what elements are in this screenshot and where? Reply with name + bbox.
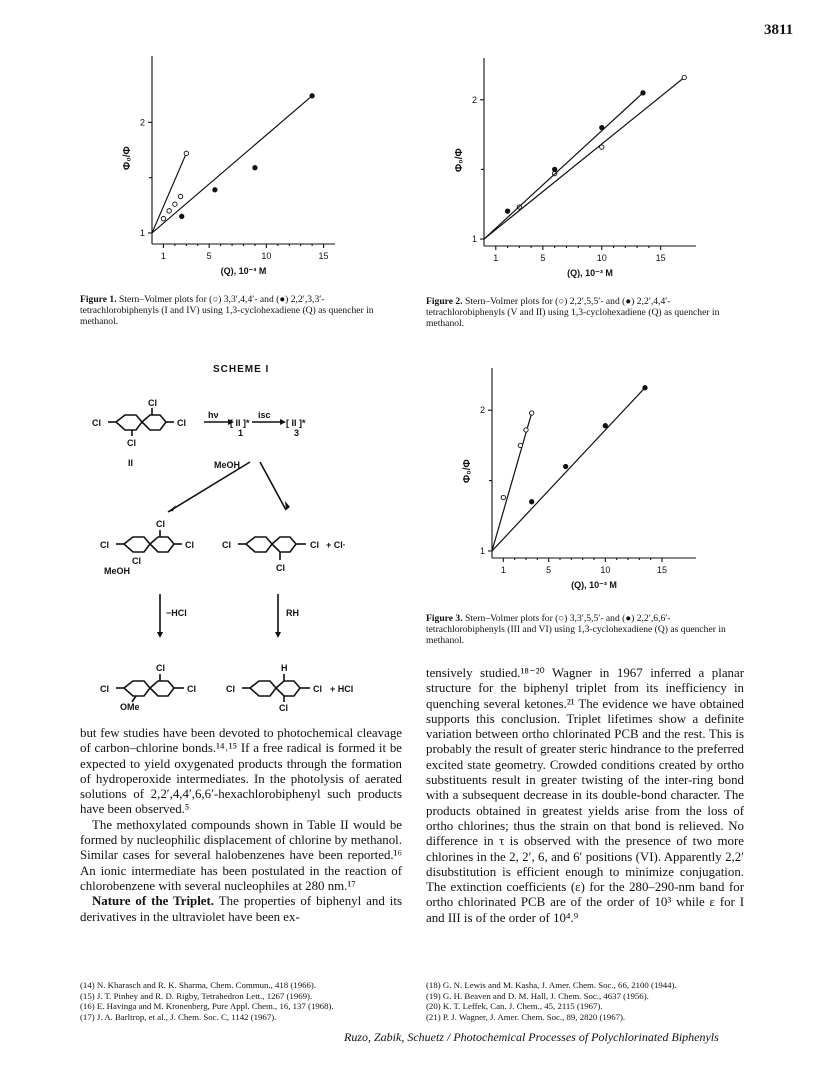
- scheme-meoh-adduct: MeOH: [104, 566, 131, 576]
- scheme-cl-10: Cl: [310, 540, 319, 550]
- figure-2-x-axis-label: (Q), 10⁻³ M: [567, 268, 613, 278]
- right-column-text: [426, 666, 744, 926]
- scheme-cl-1: Cl: [148, 398, 157, 408]
- figure-2-series-1-point: [600, 145, 604, 149]
- figure-3-y-tick-label: 1: [479, 545, 485, 556]
- figure-2-caption-text: Stern–Volmer plots for (○) 2,2′,5,5′- and (●) 2,2′,4,4′-tetrachlorobiphenyls (V and II) using 1,3-cyclohexadiene (Q) as quencher in methanol.: [426, 296, 720, 329]
- figure-1-series-2-point: [180, 214, 184, 218]
- page-number: 3811: [764, 22, 794, 38]
- figure-3-x-tick-label: 15: [656, 565, 668, 575]
- figure-3-series-1-point: [529, 411, 533, 415]
- figure-3-caption-text: Stern–Volmer plots for (○) 3,3′,5,5′- and (●) 2,2′,6,6′-tetrachlorobiphenyls (III and VI) using 1,3-cyclohexadiene (Q) as quencher in methanol.: [426, 613, 726, 646]
- figure-3-series-1-point: [524, 428, 528, 432]
- figure-3-caption: [426, 613, 744, 646]
- figure-1-y-tick-label: 2: [139, 117, 145, 128]
- scheme-title: SCHEME I: [213, 364, 270, 375]
- figure-2-y-axis-label: Φ₀/Φ: [454, 148, 465, 172]
- scheme-cl-13: Cl: [100, 684, 109, 694]
- figure-2-series-2-point: [641, 91, 645, 95]
- figure-3-series-1-point: [501, 495, 505, 499]
- scheme-triplet: [ II ]*: [286, 418, 306, 428]
- section-text: The properties of biphenyl and its derivatives in the ultraviolet have been ex-: [80, 894, 402, 924]
- scheme-diagram: [80, 380, 410, 713]
- figure-1-y-tick-label: 1: [139, 227, 145, 238]
- figure-1-x-tick-label: 5: [206, 251, 212, 261]
- figure-3-x-tick-label: 1: [500, 565, 506, 575]
- reference-19: (19) G. H. Beaven and D. M. Hall, J. Chem. Soc., 4637 (1956).: [426, 990, 649, 1001]
- figure-1-x-tick-label: 1: [160, 251, 166, 261]
- scheme-cl-6: Cl: [100, 540, 109, 550]
- reference-17: (17) J. A. Barltrop, et al., J. Chem. Soc. C, 1142 (1967).: [80, 1011, 277, 1022]
- figure-3-x-tick-label: 5: [546, 565, 552, 575]
- scheme-cl-8: Cl: [132, 556, 141, 566]
- figure-2-series-1-line: [484, 77, 684, 239]
- left-paragraph-1: but few studies have been devoted to photochemical cleavage of carbon–chlorine bonds.¹⁴˒¹⁵ If a free radical is formed it be expected to yield oxygenated products through the formation of hydroperoxide intermediates. In the photolysis of aerated solutions of 2,2′,4,4′,6,6′-hexachlorobiphenyl such products have been observed.⁵: [80, 726, 402, 817]
- figure-2-plot: [454, 48, 720, 298]
- scheme-state-3: 3: [294, 428, 300, 438]
- figure-3-x-tick-label: 10: [600, 565, 611, 575]
- scheme-cl-12: Cl: [156, 663, 165, 673]
- references-right: [426, 980, 744, 1022]
- figure-1-series-2-point: [213, 188, 217, 192]
- figure-1-series-1-point: [178, 194, 182, 198]
- figure-2-series-2-point: [505, 209, 509, 213]
- reference-20: (20) K. T. Leffek, Can. J. Chem., 45, 2115 (1967).: [426, 1001, 603, 1012]
- scheme-cl-9: Cl: [222, 540, 231, 550]
- scheme-meoh: MeOH: [214, 460, 241, 470]
- figure-1-series-2-point: [310, 94, 314, 98]
- scheme-cl-2: Cl: [92, 418, 101, 428]
- figure-3-series-2-point: [643, 386, 647, 390]
- left-paragraph-2: The methoxylated compounds shown in Table II would be formed by nucleophilic displacement of chlorine by methanol. Similar cases for several halobenzenes have been reported.¹⁶ An ionic intermediate has been postulated in the reaction of chlorobenzene with several nucleophiles at 280 nm.¹⁷: [80, 817, 402, 893]
- figure-2-x-tick-label: 15: [655, 253, 666, 263]
- reference-18: (18) G. N. Lewis and M. Kasha, J. Amer. Chem. Soc., 66, 2100 (1944).: [426, 980, 677, 990]
- figure-3-series-2-point: [563, 464, 567, 468]
- left-paragraph-3: [80, 894, 402, 925]
- figure-1-y-axis-label: Φ₀/Φ: [122, 146, 133, 170]
- figure-1-series-1-point: [184, 151, 188, 155]
- figure-1-plot: [100, 48, 360, 280]
- figure-2-x-tick-label: 10: [596, 253, 607, 263]
- figure-1-x-axis-label: (Q), 10⁻³ M: [220, 266, 267, 276]
- scheme-cl-11: Cl: [276, 563, 285, 573]
- right-paragraph: tensively studied.¹⁸⁻²⁰ Wagner in 1967 inferred a planar structure for the biphenyl triplet from its inefficiency in quenching several ketones.²¹ The evidence we have obtained supports this conclusion. Triplet lifetimes show a definite variation between ortho chlorinated PCB and the rest. This is probably the result of greater steric hindrance to the preferred excited state geometry. Crowded conditions created by ortho substituents result in greater twisting of the inter-ring bond with a subsequent decrease in its double-bond character. The products obtained in greatest yields arise from the loss of ortho chlorines; thus the strain on that bond is relieved. No difference in τ is observed with the presence of two more chlorines in the 2, 2′, 6, and 6′ positions (VI). Apparently 2,2′ disubstitution is efficient enough to minimize conjugation. The extinction coefficients (ε) for the 280–290-nm band for ortho chlorinated PCB are of the order of 10³ while ε for I and III is of the order of 10⁴.⁹: [426, 666, 744, 925]
- reference-14: (14) N. Kharasch and R. K. Sharma, Chem. Commun., 418 (1966).: [80, 980, 317, 990]
- figure-3-caption-label: Figure 3.: [426, 613, 463, 624]
- scheme-singlet: [ II ]*: [230, 418, 250, 428]
- figure-3-series-2-point: [529, 500, 533, 504]
- figure-3-series-1-point: [518, 443, 522, 447]
- figure-3-y-axis-label: Φ₀/Φ: [462, 459, 473, 483]
- scheme-plus-hcl: + HCl: [330, 684, 354, 694]
- figure-1-x-tick-label: 10: [261, 251, 272, 261]
- scheme-hv: hν: [208, 410, 219, 420]
- figure-1-series-1-point: [173, 202, 177, 206]
- figure-1-caption: [80, 294, 398, 327]
- figure-2-series-1-point: [682, 75, 686, 79]
- figure-2-series-2-point: [600, 125, 604, 129]
- figure-3-x-axis-label: (Q), 10⁻³ M: [571, 580, 617, 590]
- scheme-cl-4: Cl: [127, 438, 136, 448]
- scheme-cl-17: Cl: [279, 703, 288, 713]
- figure-1-x-tick-label: 15: [318, 251, 329, 261]
- references-left: [80, 980, 402, 1022]
- scheme-cl-radical: + Cl·: [326, 540, 346, 550]
- scheme-ome: OMe: [120, 702, 140, 712]
- figure-3-plot: [460, 358, 720, 610]
- figure-1-caption-label: Figure 1.: [80, 294, 117, 305]
- scheme-rh: RH: [286, 608, 299, 618]
- scheme-h: H: [281, 663, 288, 673]
- figure-2-caption: [426, 296, 744, 329]
- reference-15: (15) J. T. Pinhey and R. D. Rigby, Tetrahedron Lett., 1267 (1969).: [80, 990, 313, 1001]
- scheme-cl-5: Cl: [156, 519, 165, 529]
- scheme-isc: isc: [258, 410, 271, 420]
- figure-1-series-1-point: [161, 216, 165, 220]
- figure-1-series-2-line: [152, 96, 312, 233]
- scheme-cl-15: Cl: [226, 684, 235, 694]
- figure-2-y-tick-label: 2: [471, 94, 477, 105]
- scheme-compound-label: II: [128, 458, 134, 468]
- page-footer: Ruzo, Zabik, Schuetz / Photochemical Processes of Polychlorinated Biphenyls: [344, 1030, 719, 1044]
- reference-21: (21) P. J. Wagner, J. Amer. Chem. Soc., 89, 2820 (1967).: [426, 1011, 626, 1022]
- figure-2-x-tick-label: 1: [493, 253, 499, 263]
- figure-1-caption-text: Stern–Volmer plots for (○) 3,3′,4,4′- and (●) 2,2′,3,3′-tetrachlorobiphenyls (I and IV) using 1,3-cyclohexadiene (Q) as quencher in methanol.: [80, 294, 374, 327]
- figure-2-series-2-point: [552, 167, 556, 171]
- scheme-cl-7: Cl: [185, 540, 194, 550]
- scheme-minus-hcl: −HCl: [166, 608, 187, 618]
- scheme-cl-3: Cl: [177, 418, 186, 428]
- figure-2-series-2-line: [484, 93, 643, 239]
- figure-1-series-1-line: [152, 153, 186, 233]
- figure-2-x-tick-label: 5: [540, 253, 546, 263]
- left-column-text: [80, 726, 402, 925]
- scheme-cl-14: Cl: [187, 684, 196, 694]
- scheme-state-1: 1: [238, 428, 244, 438]
- figure-3-y-tick-label: 2: [479, 405, 485, 416]
- scheme-cl-16: Cl: [313, 684, 322, 694]
- figure-1-series-2-point: [253, 165, 257, 169]
- reference-16: (16) E. Havinga and M. Kronenberg, Pure Appl. Chem., 16, 137 (1968).: [80, 1001, 334, 1012]
- section-heading: Nature of the Triplet.: [92, 894, 215, 909]
- figure-2-y-tick-label: 1: [471, 234, 477, 245]
- figure-3-series-2-point: [603, 424, 607, 428]
- figure-2-caption-label: Figure 2.: [426, 296, 463, 307]
- figure-1-series-1-point: [167, 209, 171, 213]
